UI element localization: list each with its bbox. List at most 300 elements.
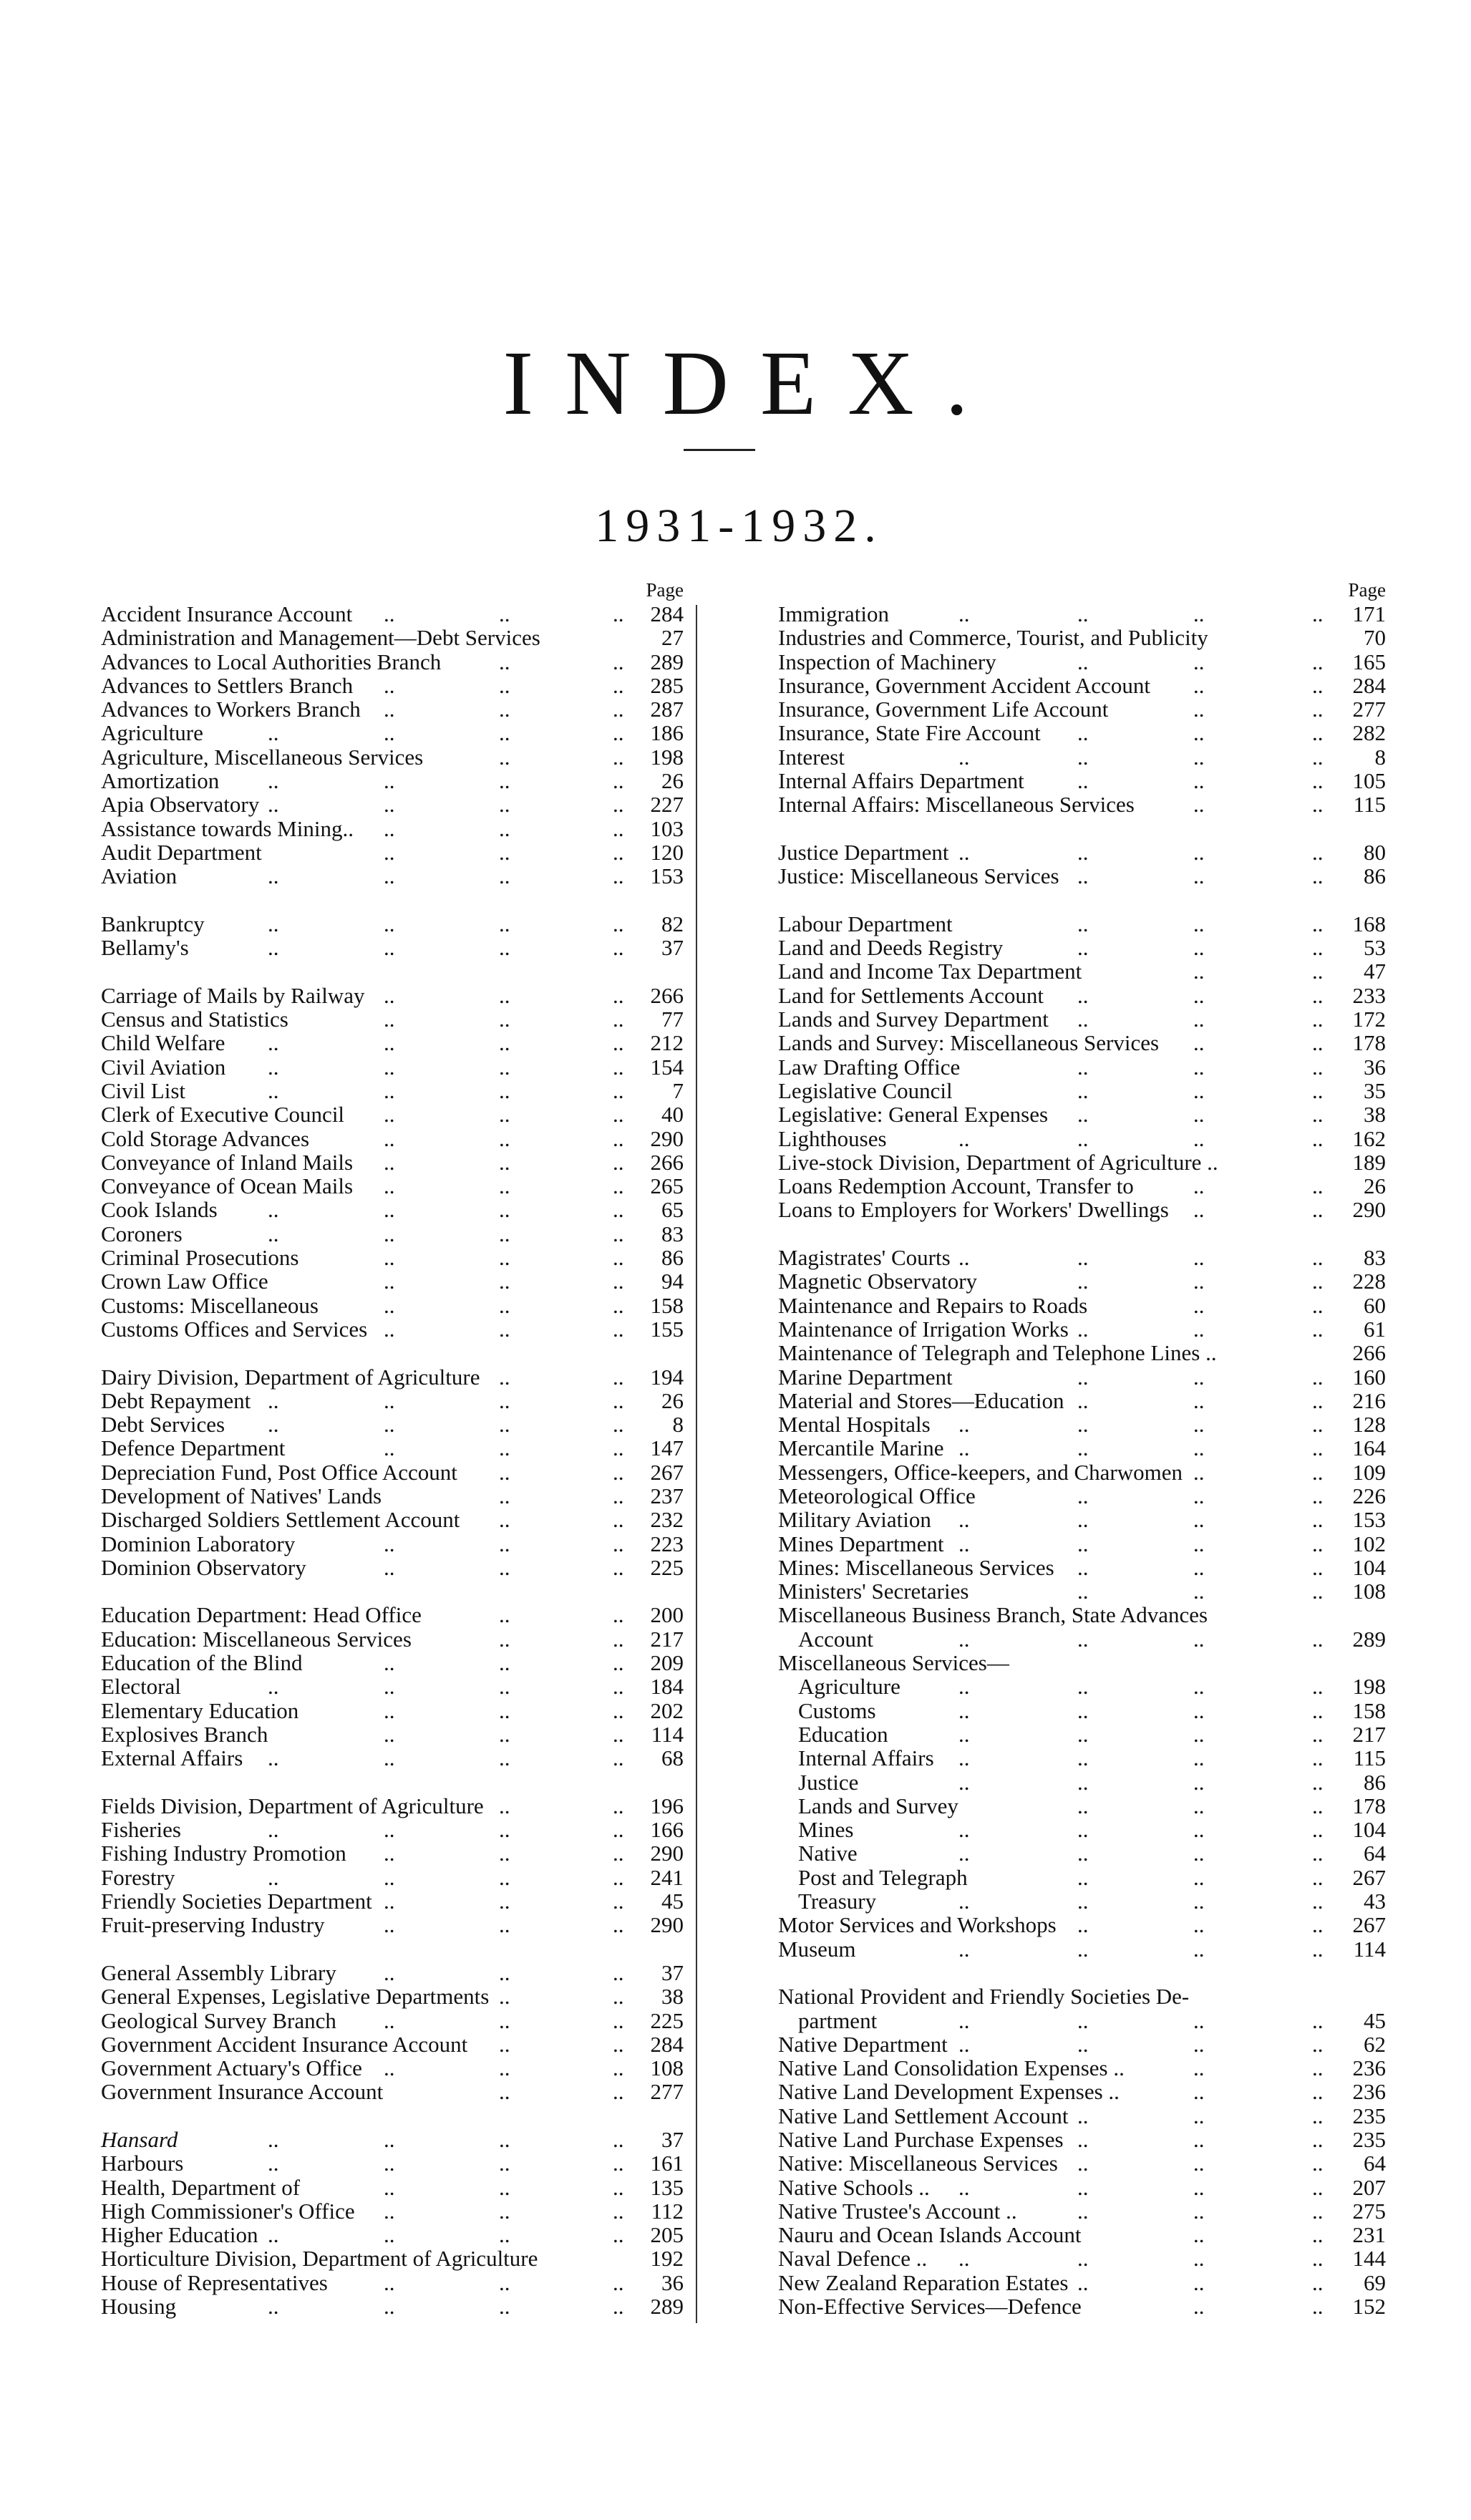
entry-page-number: 115 [1353,1745,1386,1771]
dot-leader: .. [613,1674,624,1700]
entry-title: General Expenses, Legislative Departments [101,1984,490,2010]
dot-leader: .. [613,2151,624,2176]
entry-title: Defence Department [101,1435,286,1461]
index-entry [101,936,684,959]
entry-page-number: 40 [661,1102,684,1128]
leader-space [243,1746,657,1770]
entry-page-number: 26 [661,1387,684,1413]
entry-title: Magnetic Observatory [778,1269,978,1294]
dot-leader: .. [384,2151,395,2176]
dot-leader: .. [1077,1316,1089,1342]
entry-title: Assistance towards Mining.. [101,815,354,841]
dot-leader: .. [1193,2222,1205,2248]
entry-page-number: 64 [1364,2151,1386,2176]
leader-space [1108,697,1348,721]
leader-space [1082,959,1359,983]
entry-title: Marine Department [778,1364,953,1390]
entry-page-number: 112 [651,2198,684,2224]
index-entry [778,2056,1386,2080]
dot-leader: .. [384,863,395,889]
entry-title: Bellamy's [101,935,189,961]
leader-space [1068,2104,1348,2128]
dot-leader: .. [958,1697,970,1723]
entry-title: Internal Affairs Department [778,768,1024,794]
entry-page-number: 166 [650,1817,684,1843]
dot-leader: .. [1312,982,1324,1008]
leader-space [225,1031,646,1055]
entry-title: Bankruptcy [101,911,205,936]
page-column-header: Page [1348,579,1386,601]
entry-title: Education [798,1721,888,1747]
entry-title: Mines: Miscellaneous Services [778,1554,1054,1580]
dot-leader: .. [1312,1817,1324,1843]
index-entry [101,2176,684,2199]
index-entry [101,1150,684,1174]
dot-leader: .. [384,839,395,865]
dot-leader: .. [499,2269,510,2295]
entry-page-number: 289 [650,649,684,674]
dot-leader: .. [958,839,970,865]
index-entry [778,1841,1386,1865]
entry-title: Education: Miscellaneous Services [101,1626,412,1652]
dot-leader: .. [613,1841,624,1866]
entry-page-number: 158 [1352,1697,1386,1723]
entry-page-number: 231 [1352,2222,1386,2248]
dot-leader: .. [499,1173,510,1199]
dot-leader: .. [1312,2222,1324,2248]
entry-page-number: 178 [1352,1793,1386,1818]
dot-leader: .. [1077,982,1089,1008]
entry-title: Debt Services [101,1412,225,1438]
leader-space [367,1317,646,1341]
dot-leader: .. [613,601,624,626]
dot-leader: .. [499,1221,510,1246]
leader-space [268,1269,657,1293]
index-entry [778,1675,1386,1698]
leader-space [873,1627,1348,1651]
dot-leader: .. [1312,768,1324,794]
entry-page-number: 158 [650,1292,684,1318]
leader-space [1150,674,1349,697]
dot-leader: .. [1312,2007,1324,2033]
leader-space [1169,1198,1349,1221]
dot-leader: .. [1077,1817,1089,1843]
entry-page-number: 77 [661,1007,684,1032]
entry-title: Administration and Management—Debt Services [101,625,540,651]
leader-space [900,1675,1349,1698]
dot-leader: .. [384,1269,395,1294]
dot-leader: .. [268,2222,279,2248]
dot-leader: .. [499,697,510,722]
entry-page-number: 26 [661,768,684,794]
dot-leader: .. [1312,1054,1324,1080]
entry-page-number: 161 [650,2151,684,2176]
dot-leader: .. [613,2031,624,2057]
entry-title: Health, Department of [101,2174,301,2200]
dot-leader: .. [268,792,279,818]
entry-page-number: 86 [1364,863,1386,889]
dot-leader: .. [1193,2007,1205,2033]
entry-title: Live-stock Division, Department of Agriculture .. [778,1149,1218,1175]
entry-page-number: 235 [1352,2127,1386,2152]
leader-space [353,1174,646,1198]
dot-leader: .. [958,1125,970,1151]
dot-leader: .. [1077,1483,1089,1508]
dot-leader: .. [1193,911,1205,936]
dot-leader: .. [384,2198,395,2224]
dot-leader: .. [1312,649,1324,674]
dot-leader: .. [1312,1507,1324,1533]
leader-space [1082,2223,1349,2247]
entry-title: Crown Law Office [101,1269,268,1294]
dot-leader: .. [613,1626,624,1652]
leader-space [383,2080,646,2103]
dot-leader: .. [1312,1793,1324,1818]
entry-title: House of Representatives [101,2269,328,2295]
entry-page-number: 114 [1353,1936,1386,1962]
leader-space [183,2151,646,2175]
leader-space [362,2056,646,2080]
dot-leader: .. [1077,768,1089,794]
entry-title: Magistrates' Courts [778,1245,951,1271]
dot-leader: .. [1193,1793,1205,1818]
entry-title: Accident Insurance Account [101,601,353,626]
entry-page-number: 290 [650,1841,684,1866]
entry-page-number: 223 [650,1531,684,1556]
dot-leader: .. [613,1125,624,1151]
entry-page-number: 282 [1352,720,1386,746]
entry-title: Motor Services and Workshops [778,1912,1057,1938]
dot-leader: .. [1312,2198,1324,2224]
dot-leader: .. [1312,1269,1324,1294]
entry-page-number: 7 [672,1077,684,1103]
dot-leader: .. [384,601,395,626]
index-entry [101,1818,684,1841]
entry-page-number: 217 [1352,1721,1386,1747]
entry-title: Audit Department [101,839,262,865]
entry-title: Native Schools .. [778,2174,930,2200]
blank-line [101,1770,684,1794]
dot-leader: .. [613,792,624,818]
entry-page-number: 198 [650,744,684,770]
dot-leader: .. [499,1912,510,1938]
dot-leader: .. [1193,601,1205,626]
entry-page-number: 94 [661,1269,684,1294]
dot-leader: .. [613,2007,624,2033]
index-entry [101,1508,684,1531]
dot-leader: .. [613,1007,624,1032]
index-entry [101,745,684,769]
dot-leader: .. [1312,672,1324,698]
index-entry [778,840,1386,864]
dot-leader: .. [1312,1173,1324,1199]
entry-title: Advances to Local Authorities Branch [101,649,442,674]
leader-space [1054,1556,1349,1579]
index-column-left [101,578,684,2318]
entry-page-number: 43 [1364,1889,1386,1914]
dot-leader: .. [384,911,395,936]
leader-space [203,721,646,745]
dot-leader: .. [384,1077,395,1103]
dot-leader: .. [1193,959,1205,984]
dot-leader: .. [1312,1197,1324,1223]
index-entry [778,1007,1386,1031]
leader-space [876,1889,1359,1913]
dot-leader: .. [1077,935,1089,961]
entry-title: Forestry [101,1864,175,1890]
leader-space [460,1508,646,1531]
entry-page-number: 47 [1364,959,1386,984]
index-entry [778,793,1386,816]
dot-leader: .. [499,911,510,936]
leader-space [1003,936,1359,959]
entry-page-number: 104 [1352,1817,1386,1843]
leader-space [948,840,1359,864]
dot-leader: .. [499,1864,510,1890]
leader-space [177,864,646,888]
entry-title: Debt Repayment [101,1387,251,1413]
index-entry [101,1651,684,1675]
dot-leader: .. [1077,1245,1089,1271]
dot-leader: .. [499,1054,510,1080]
dot-leader: .. [499,601,510,626]
index-entry [101,721,684,745]
dot-leader: .. [958,2031,970,2057]
dot-leader: .. [1312,1077,1324,1103]
index-entry [101,602,684,626]
dot-leader: .. [613,982,624,1008]
dot-leader: .. [499,2198,510,2224]
entry-page-number: 114 [651,1721,684,1747]
entry-title: Nauru and Ocean Islands Account [778,2222,1082,2248]
dot-leader: .. [1193,1173,1205,1199]
dot-leader: .. [1077,1841,1089,1866]
leader-space [876,1699,1349,1722]
dot-leader: .. [268,1197,279,1223]
dot-leader: .. [958,1889,970,1914]
entry-page-number: 194 [650,1364,684,1390]
entry-page-number: 36 [661,2269,684,2295]
dot-leader: .. [1193,2174,1205,2200]
entry-title: partment [798,2007,878,2033]
entry-page-number: 284 [650,2031,684,2057]
entry-page-number: 217 [650,1626,684,1652]
dot-leader: .. [1193,1125,1205,1151]
entry-page-number: 35 [1364,1077,1386,1103]
dot-leader: .. [1193,1579,1205,1604]
dot-leader: .. [1193,1412,1205,1438]
index-entry [101,2056,684,2080]
dot-leader: .. [1077,2198,1089,2224]
leader-space [185,1079,669,1102]
entry-page-number: 108 [1352,1579,1386,1604]
dot-leader: .. [268,863,279,889]
dot-leader: .. [613,1459,624,1485]
entry-page-number: 216 [1352,1387,1386,1413]
index-entry [778,1627,1386,1651]
dot-leader: .. [613,2222,624,2248]
entry-page-number: 36 [1364,1054,1386,1080]
index-entry [101,650,684,674]
entry-page-number: 45 [1364,2007,1386,2033]
entry-page-number: 227 [650,792,684,818]
dot-leader: .. [613,1531,624,1556]
index-entry [101,1246,684,1269]
dot-leader: .. [613,1697,624,1723]
index-entry [101,1532,684,1556]
dot-leader: .. [958,1435,970,1461]
index-entry [101,2247,684,2270]
leader-space [285,1436,646,1460]
entry-page-number: 45 [661,1889,684,1914]
dot-leader: .. [499,768,510,794]
dot-leader: .. [384,2007,395,2033]
dot-leader: .. [268,2294,279,2320]
index-entry [778,864,1386,888]
dot-leader: .. [613,1554,624,1580]
leader-space [1017,2199,1349,2223]
index-entry [101,2128,684,2151]
leader-space [1183,1460,1349,1484]
index-entry [778,936,1386,959]
leader-space [251,1389,657,1412]
dot-leader: .. [1312,2103,1324,2128]
entry-title: Customs [798,1697,876,1723]
entry-title: Legislative Council [778,1077,953,1103]
index-entry [778,1294,1386,1317]
index-entry [101,1174,684,1198]
dot-leader: .. [384,1912,395,1938]
entry-title: Clerk of Executive Council [101,1102,345,1128]
entry-title: Aviation [101,863,178,889]
entry-title: Agriculture [798,1674,900,1700]
index-entry [778,1246,1386,1269]
entry-title: Lands and Survey: Miscellaneous Services [778,1030,1160,1056]
dot-leader: .. [1077,744,1089,770]
index-entry [101,1913,684,1937]
leader-space [183,1222,657,1246]
dot-leader: .. [613,1030,624,1056]
dot-leader: .. [613,1721,624,1747]
leader-space [953,1079,1359,1102]
dot-leader: .. [1077,1912,1089,1938]
dot-leader: .. [1312,2294,1324,2320]
entry-title: Miscellaneous Services— [778,1650,1009,1676]
dot-leader: .. [384,935,395,961]
dot-leader: .. [1077,1579,1089,1604]
dot-leader: .. [499,1817,510,1843]
dot-leader: .. [384,792,395,818]
entry-page-number: 38 [661,1984,684,2010]
index-entry [778,2176,1386,2199]
dot-leader: .. [1193,1102,1205,1128]
dot-leader: .. [1077,1435,1089,1461]
entry-page-number: 168 [1352,911,1386,936]
index-entry [101,1889,684,1913]
index-entry [778,1317,1386,1341]
dot-leader: .. [384,2294,395,2320]
leader-space [336,1961,657,1984]
dot-leader: .. [613,2294,624,2320]
entry-page-number: 202 [650,1697,684,1723]
dot-leader: .. [1077,2031,1089,2057]
dot-leader: .. [1077,1007,1089,1032]
entry-title: Miscellaneous Business Branch, State Advances [778,1602,1208,1628]
dot-leader: .. [1077,1102,1089,1128]
dot-leader: .. [613,2127,624,2152]
index-entry [778,2247,1386,2270]
entry-title: Industries and Commerce, Tourist, and Publicity [778,625,1208,651]
dot-leader: .. [499,1387,510,1413]
index-entry [101,1603,684,1627]
leader-space [858,1770,1359,1794]
entry-title: Land and Deeds Registry [778,935,1004,961]
dot-leader: .. [613,1292,624,1318]
entry-page-number: 154 [650,1054,684,1080]
dot-leader: .. [1312,1889,1324,1914]
leader-space [953,912,1349,936]
dot-leader: .. [384,697,395,722]
dot-leader: .. [268,1817,279,1843]
entry-page-number: 160 [1352,1364,1386,1390]
dot-leader: .. [1312,1936,1324,1962]
entry-page-number: 80 [1364,839,1386,865]
leader-space [346,1841,646,1865]
dot-leader: .. [1312,744,1324,770]
dot-leader: .. [499,1125,510,1151]
index-entry [101,1984,684,2008]
index-entry [778,626,1386,649]
dot-leader: .. [1077,1387,1089,1413]
entry-page-number: 228 [1352,1269,1386,1294]
entry-title: Housing [101,2294,177,2320]
dot-leader: .. [499,1364,510,1390]
dot-leader: .. [384,982,395,1008]
dot-leader: .. [1077,2151,1089,2176]
dot-leader: .. [384,1817,395,1843]
dot-leader: .. [958,1769,970,1795]
dot-leader: .. [1193,1197,1205,1223]
dot-leader: .. [613,863,624,889]
index-entry [101,697,684,721]
dot-leader: .. [384,1125,395,1151]
dot-leader: .. [958,2007,970,2033]
index-entry [778,1079,1386,1102]
entry-page-number: 289 [1352,1626,1386,1652]
entry-page-number: 192 [650,2246,684,2272]
leader-space [1041,721,1349,745]
dot-leader: .. [1312,2031,1324,2057]
dot-leader: .. [613,1602,624,1628]
leader-space [309,1127,646,1150]
entry-title: Account [798,1626,874,1652]
dot-leader: .. [958,1412,970,1438]
entry-page-number: 236 [1352,2079,1386,2105]
dot-leader: .. [1077,1936,1089,1962]
leader-space [258,2223,646,2247]
dot-leader: .. [613,1173,624,1199]
dot-leader: .. [499,2294,510,2320]
dot-leader: .. [1193,672,1205,698]
dot-leader: .. [1077,649,1089,674]
dot-leader: .. [499,2127,510,2152]
leader-space [225,1412,668,1436]
dot-leader: .. [499,935,510,961]
dot-leader: .. [613,1483,624,1508]
index-entry [101,840,684,864]
entry-page-number: 152 [1352,2294,1386,2320]
dot-leader: .. [384,1149,395,1175]
